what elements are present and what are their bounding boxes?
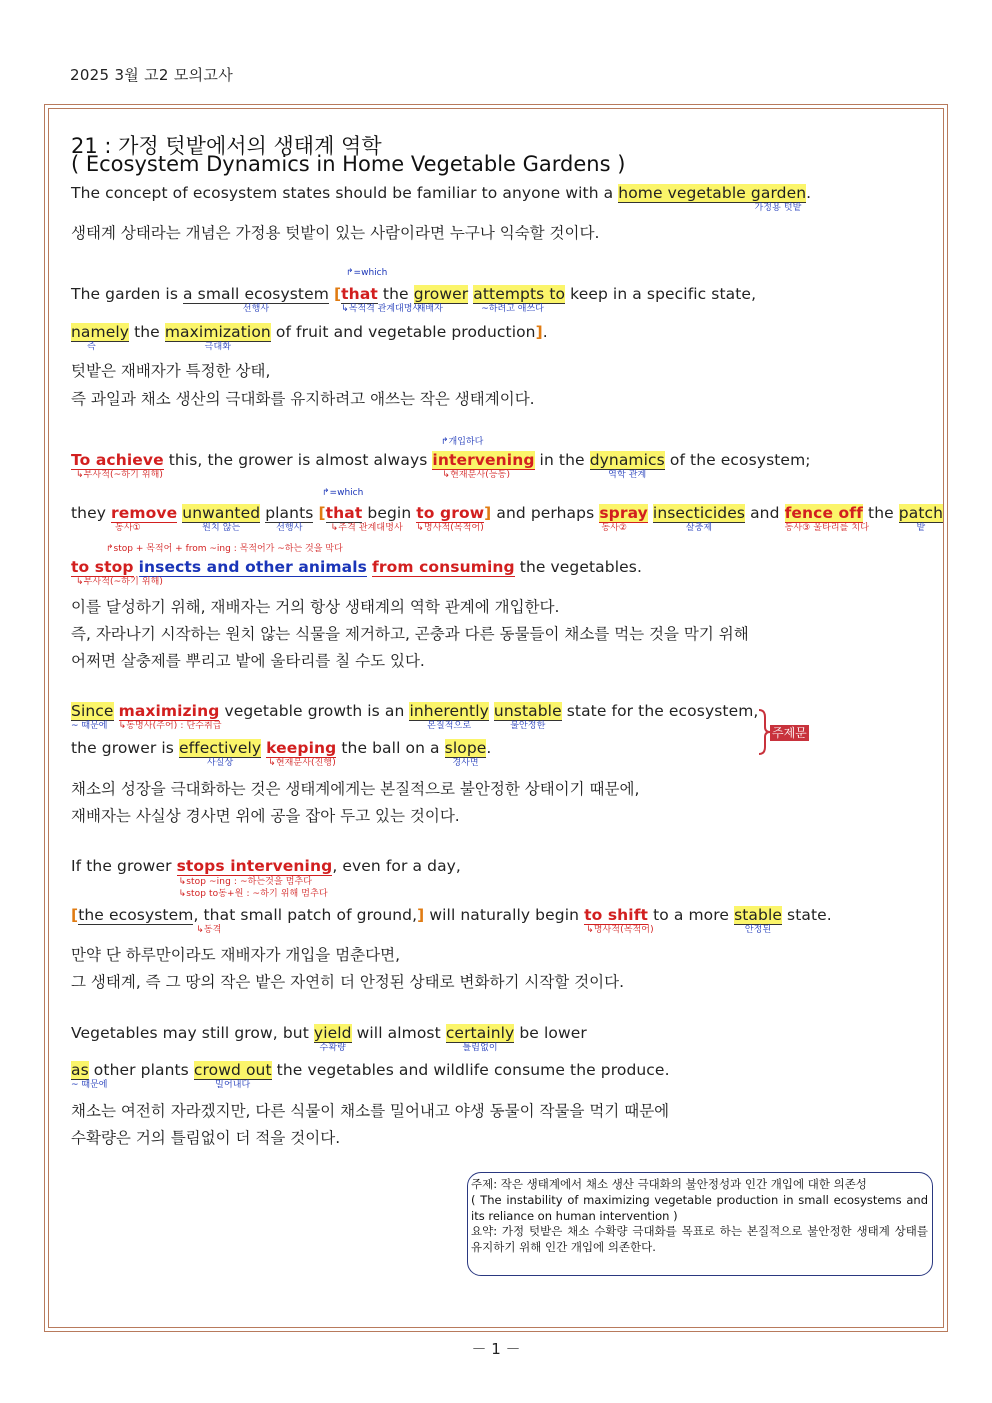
word-that-2: that ↳주격 관계대명사 [325, 504, 403, 533]
p3-english-line3: to stop ↳부사적(~하기 위해) insects and other animals from consuming the vegetables. [71, 558, 642, 587]
p3-english-line1: To achieve ↳부사적(~하기 위해) this, the grower is almost always intervening ↳현재분사(능동) in the dynamics 역학 관계 of the ecosystem; [71, 451, 811, 480]
p2-korean-line1: 텃밭은 재배자가 특정한 상태, [71, 362, 271, 380]
word-since: Since ~ 때문에 [71, 702, 114, 731]
p4-english-line2: the grower is effectively 사실상 keeping ↳현재분사(진행) the ball on a slope 경사면 . [71, 739, 492, 768]
word-slope: slope 경사면 [444, 739, 487, 768]
p5-english-line1: If the grower stops intervening ↳stop ~ing : ~하는것을 멈추다 ↳stop to동+원 : ~하기 위해 멈추다 , even for a day, [71, 857, 461, 899]
word-that: that ↳목적격 관계대명사 [341, 285, 422, 314]
p6-korean-line2: 수확량은 거의 틀림없이 더 적을 것이다. [71, 1129, 341, 1147]
summary-topic-english: ( The instability of maximizing vegetable production in small ecosystems and its reliance on human intervention ) [471, 1192, 928, 1223]
p3-korean-line1: 이를 달성하기 위해, 재배자는 거의 항상 생태계의 역학 관계에 개입한다. [71, 598, 560, 616]
text: The concept of ecosystem states should be familiar to anyone with a [71, 184, 619, 202]
word-to-achieve: To achieve ↳부사적(~하기 위해) [71, 451, 164, 480]
theme-brace-icon [757, 709, 771, 755]
p5-english-line2: [the ecosystem ↳동격 , that small patch of ground,] will naturally begin to shift ↳명사적(목적어) to a more stable 안정된 state. [71, 906, 832, 935]
word-insecticides: insecticides 살충제 [652, 504, 746, 533]
title-english: ( Ecosystem Dynamics in Home Vegetable Gardens ) [71, 152, 626, 176]
word-yield: yield 수확량 [313, 1024, 352, 1053]
word-as: as ~ 때문에 [71, 1061, 108, 1090]
word-keeping: keeping ↳현재분사(진행) [266, 739, 337, 768]
word-dynamics: dynamics 역학 관계 [589, 451, 665, 480]
p1-english: The concept of ecosystem states should be familiar to anyone with a home vegetable garden 가정용 텃밭 . [71, 184, 812, 213]
summary-box [467, 1172, 933, 1276]
word-home-vegetable-garden: home vegetable garden 가정용 텃밭 [618, 184, 807, 213]
word-namely: namely 즉 [71, 323, 130, 352]
note-which: ↱=which [346, 268, 388, 278]
p2-english-line2: namely 즉 the maximization 극대화 of fruit and vegetable production]. [71, 323, 548, 352]
word-maximization: maximization 극대화 [164, 323, 271, 352]
p3-korean-line2: 즉, 자라나기 시작하는 원치 않는 식물을 제거하고, 곤충과 다른 동물들이 채소를 먹는 것을 막기 위해 [71, 625, 749, 643]
gloss: 가정용 텃밭 [754, 203, 802, 213]
word-from-consuming: from consuming [372, 558, 515, 576]
p4-korean-line2: 재배자는 사실상 경사면 위에 공을 잡아 두고 있는 것이다. [71, 807, 460, 825]
page-number: － 1 － [471, 1340, 521, 1358]
word-remove: remove 동사① [111, 504, 178, 533]
word-small-ecosystem: a small ecosystem 선행사 [183, 285, 329, 314]
word-unwanted: unwanted 원치 않는 [182, 504, 261, 533]
word-inherently: inherently 본질적으로 [409, 702, 489, 731]
word-grower: grower 재배자 [413, 285, 469, 314]
p4-english-line1: Since ~ 때문에 maximizing ↳동명사(주어) : 단수취급 vegetable growth is an inherently 본질적으로 unstable 불안정한 state for the ecosystem, [71, 702, 759, 731]
word-fence-off: fence off 동사③ 울타리를 치다 [784, 504, 870, 533]
exam-header: 2025 3월 고2 모의고사 [70, 66, 234, 84]
word-maximizing: maximizing ↳동명사(주어) : 단수취급 [118, 702, 222, 731]
note-stop-from: ↱stop + 목적어 + from ~ing : 목적어가 ~하는 것을 막다 [106, 544, 343, 554]
word-to-shift: to shift ↳명사적(목적어) [584, 906, 654, 935]
word-attempts-to: attempts to ~하려고 애쓰다 [473, 285, 566, 314]
summary-abstract: 요약: 가정 텃밭은 채소 수확량 극대화를 목표로 하는 본질적으로 불안정한 생태계 상태를 유지하기 위해 인간 개입에 의존한다. [471, 1224, 928, 1255]
word-crowd-out: crowd out 밀어내다 [193, 1061, 272, 1090]
word-to-grow: to grow ↳명사적(목적어) [416, 504, 485, 533]
word-unstable: unstable 불안정한 [493, 702, 562, 731]
p6-english-line1: Vegetables may still grow, but yield 수확량 will almost certainly 틀림없이 be lower [71, 1024, 587, 1053]
p3-korean-line3: 어쩌면 살충제를 뿌리고 밭에 울타리를 칠 수도 있다. [71, 652, 425, 670]
p6-korean-line1: 채소는 여전히 자라겠지만, 다른 식물이 채소를 밀어내고 야생 동물이 작물을 먹기 때문에 [71, 1102, 670, 1120]
word-to-stop: to stop ↳부사적(~하기 위해) [71, 558, 164, 587]
p6-english-line2: as ~ 때문에 other plants crowd out 밀어내다 the vegetables and wildlife consume the produce. [71, 1061, 670, 1090]
word-plants: plants 선행사 [265, 504, 314, 533]
note-intervene: ↱개입하다 [441, 437, 484, 447]
title-korean: 21 : 가정 텃밭에서의 생태계 역학 [71, 134, 382, 158]
word-stable: stable 안정된 [734, 906, 783, 935]
word-effectively: effectively 사실상 [178, 739, 262, 768]
p2-english-line1: The garden is a small ecosystem 선행사 [that ↳목적격 관계대명사 the grower 재배자 attempts to ~하려고 애쓰다 keep in a specific state, [71, 285, 757, 314]
word-stops-intervening: stops intervening ↳stop ~ing : ~하는것을 멈추다 ↳stop to동+원 : ~하기 위해 멈추다 [176, 857, 333, 899]
word-the-ecosystem: the ecosystem ↳동격 [78, 906, 222, 935]
p3-english-line2: they remove 동사① unwanted 원치 않는 plants 선행사 [that ↳주격 관계대명사 begin to grow ↳명사적(목적어) ] and perhaps spray 동사② insecticides 살충제 and fence off 동사③ 울타리를 치다 the patch 밭 [71, 504, 944, 533]
word-patch: patch 밭 [898, 504, 944, 533]
summary-topic: 주제: 작은 생태계에서 채소 생산 극대화의 불안정성과 인간 개입에 대한 의존성 [471, 1177, 867, 1191]
p5-korean-line1: 만약 단 하루만이라도 재배자가 개입을 멈춘다면, [71, 946, 401, 964]
word-certainly: certainly 틀림없이 [445, 1024, 515, 1053]
p2-korean-line2: 즉 과일과 채소 생산의 극대화를 유지하려고 애쓰는 작은 생태계이다. [71, 390, 535, 408]
p4-korean-line1: 채소의 성장을 극대화하는 것은 생태계에게는 본질적으로 불안정한 상태이기 때문에, [71, 780, 640, 798]
p5-korean-line2: 그 생태계, 즉 그 땅의 작은 밭은 자연히 더 안정된 상태로 변화하기 시작할 것이다. [71, 973, 625, 991]
word-intervening: intervening ↳현재분사(능동) [432, 451, 535, 480]
p1-korean: 생태계 상태라는 개념은 가정용 텃밭이 있는 사람이라면 누구나 익숙할 것이다. [71, 224, 600, 242]
note-which-2: ↱=which [322, 488, 364, 498]
phrase-insects: insects and other animals [138, 558, 367, 576]
theme-sentence-tag: 주제문 [772, 726, 807, 740]
word-spray: spray 동사② [599, 504, 648, 533]
